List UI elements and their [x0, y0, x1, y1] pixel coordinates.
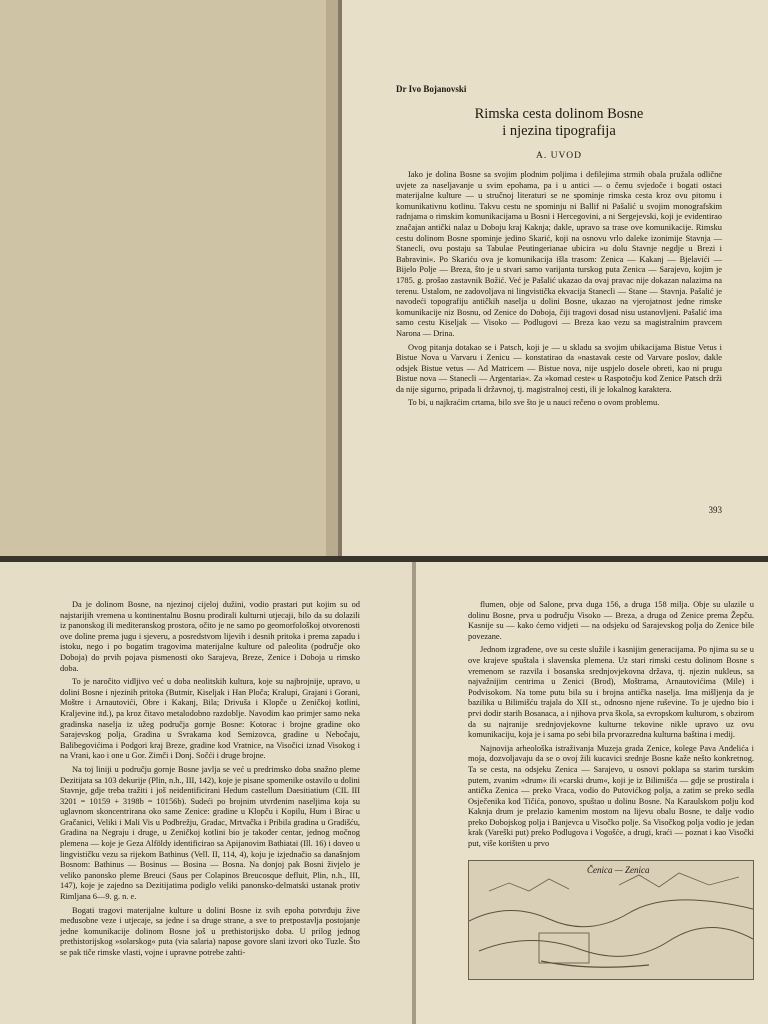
article-third-page — [416, 562, 768, 1024]
historic-map-illustration — [468, 860, 754, 980]
body-text-right — [468, 600, 754, 850]
article-first-page — [342, 0, 768, 556]
paragraph: Najnovija arheološka istraživanja Muzeja grada Zenice, kolege Pava Anđelića i moja, dozvoljavaju da se o ovoj žili kucavici srednje Bosne kaže nešto konkretnog. Ta se cesta, na odsjeku Zenica — Sarajevo, u osnovi poklapa sa starim turskim putem, zvanim »drum« ili »carski drum«, koji je iz Bilimišća — gdje se prostirala i antička Zenica — preko Vraca, vodio do Putovićkog polja, a zatim se preko sedla Osječenika kod Tičića, ponovo, spuštao u dolinu Bosne. Na Karaulskom polju kod Kaknja drum je prelazio kamenim mostom na lijevu obalu Bosne, te dalje vodio preko Dobojskog polja i Banjevca u Visočko polje. Sa Visočkog polja vodio je jedan krak (Vareški put) preko Podlugova i Vogošće, a drugi, kraći — poznat i kao Visočki put, više korišten u prvo — [468, 743, 754, 849]
page-number: 393 — [708, 505, 722, 515]
left-facing-page-top — [0, 0, 342, 556]
paragraph: To je naročito vidljivo već u doba neolitskih kultura, koje su najbrojnije, upravo, u dolini Bosne i njezinih pritoka (Butmir, Kiseljak i Han Ploča; Kralupi, Grajani i Gorani, Moštre i Arnautovići, Obre i Kakanj, Bila; Drivuša i Klopče u Zeničkoj kotlini, Kraljevine itd.), pa kroz čitavo metalodobno razdoblje. Navodim kao primjer samo neka gradinska naselja iz užeg područja gornje Bosne: Kotorac i brojne gradine oko Sarajevskog polja, Gradina u Svrakama kod Semizovca, gradine u Nebočaju, Balibegovićima i Podgori kraj Breze, gradine kod Vratnice, na Visočici iznad Visokog i na Vrani, kao i one u Gor. Zimči i Donj. Sočći i druge brojne. — [60, 677, 360, 761]
page-texture — [0, 0, 342, 556]
paragraph: To bi, u najkraćim crtama, bilo sve što je u nauci rečeno o ovom problemu. — [408, 398, 660, 408]
paragraph: flumen, obje od Salone, prva duga 156, a druga 158 milja. Obje su ulazile u dolinu Bosne, prva u području Visoko — Breza, a druga od Zenice prema Žepču. Kasnije su — kako ćemo vidjeti — na odsjeku od Sarajevskog polja do Zenice bile povezane. — [468, 600, 754, 641]
author-name: Dr Ivo Bojanovski — [396, 84, 467, 94]
map-drawing — [469, 861, 753, 979]
article-title — [396, 106, 722, 140]
paragraph: Da je dolinom Bosne, na njezinoj cijeloj dužini, vodio prastari put kojim su od najstarijih vremena u kontinentalnu Bosnu prodirali kulturni utjecaji, bilo da su dolazili iz panonskog ili mediteranskog prostora, očito je ne samo po geomorfološkoj otvorenosti ove doline prema jugu i sjeveru, a posredstvom lijevih i desnih pritoka i prema zapadu i istoku, nego i po bogatim tragovima materijalne kulture od paleolita (područje oko Doboja) do prvih pojava pismenosti oko Sarajeva, Breze, Zenice i Doboja u rimsko doba. — [60, 600, 360, 673]
paragraph: Ovog pitanja dotakao se i Patsch, koji je — u skladu sa svojim ubikacijama Bistue Vetus i Bistue Nova u Varvaru i Zenicu — konstatirao da »nastavak ceste od Varvare poslov, dakle odsjek Bistue vetus — Ad Matricem — Bistue nova, nije uspjelo dosele obreti, kao ni prugu Bistue nova — Stanecli — Argentaria«. Za »komad ceste« u Raspotočju kod Zenice Patsch drži da nije sigurno, pripada li državnoj, tj. magistralnoj cesti, ili je lokalnog karaktera. — [396, 342, 722, 394]
paragraph: Bogati tragovi materijalne kulture u dolini Bosne iz svih epoha potvrđuju žive međusobne veze i utjecaje, sa jedne i sa druge strane, a sve to pretpostavlja postojanje jedne komunikacije dolinom Bosne još u prethistorijsko doba. U prilog jednog prethistorijskog »solarskog« puta (via salaria) napose govore slani izvori oko Tuzle. Što se pak tiče rimske vlasti, vojne i upravne potrebe zahti- — [60, 905, 360, 957]
section-heading: A. UVOD — [535, 151, 583, 161]
article-second-page — [0, 562, 416, 1024]
body-text-left — [60, 600, 360, 959]
title-line-2: i njezina tipografija — [502, 123, 616, 139]
paragraph: Jednom izgrađene, ove su ceste služile i kasnijim generacijama. Po njima su se u ove krajeve spuštala i slavenska plemena. Uz stari rimski cestu dolinom Bosne s vremenom se razvila i bosanska srednjovjekovna država, tj. njezin nukleus, sa najvažnijim centrima u Zenici (Brod), Moštrama, Arnautovićima (Mile) i Podvisokom. Na tome putu bila su i brojna antička naselja. Ima mišljenja da je bazilika u Bilimišću trajala do XII st., odnosno njene ruševine. To je ujedno bio i prvi dodir starih Bosanaca, a i njihova prva škola, sa evropskom kulturom, s obzirom da su najranije srednjovjekovne kulturne tekovine nikle upravo uz ovu komunikaciju, koja je i sama po sebi bila prvorazredna kulturna baština i medij. — [468, 645, 754, 740]
intro-text — [396, 170, 722, 409]
map-label: Čenica — Zenica — [587, 864, 650, 875]
paragraph: Na toj liniji u području gornje Bosne javlja se već u predrimsko doba snažno pleme Dezitijata sa 103 dekurije (Plin, n.h., III, 142), koje je pisane spomenike ostavilo u dolini Stavnje, gdje treba tražiti i još neidentificirani Hedum castellum Daesitiatium (CIL III 3201 = 10159 + 3198b = 10156b). Sudeći po brojnim utvrđenim naseljima koja su uglavnom skoncentrirana oko same Zenice: gradine u Klopču i Kopilu, Hum i Birac u Gračanici, Veliki i Mali Vis u Podbrežju, Gradac, Mrtvačka i Pribila gradina u Gradišću, Gradina na Negraju i druge, u Zeničkoj kotlini bio je također centar, jednog močnog plemena — koje je Geza Alföldy identificirao sa Apijanovim Bathiatai (Ill. 16) i doveo u lingvističku vezu sa rijekom Bathinus (Vell. II, 114, 4), koju je izjednačio sa današnjom Bosnom: Bathinus — Bosinus — Bosina — Bosna. Na donjoj pak Bosni živjelo je veliko panonsko pleme Breuci (Saus per Colapinos Breucosque defluit, Plin, n.h., III, 147), koje je zajedno sa Dezitijatima podiglo veliki panonsko-delmatski ustanak protiv Rimljana 6—9. g. n. e. — [60, 764, 360, 902]
paragraph: Iako je dolina Bosne sa svojim plodnim poljima i defilejima strmih obala pružala odlične uvjete za naseljavanje u svim epohama, pa i u antici — o čemu svjedoče i bogati ostaci materijalne kulture — u stručnoj literaturi se ne spominje rimska cesta kroz ovu pitomu i komunikativnu kotlinu. Takvu cestu ne spominju ni Ballif ni Pašalić u svojim monografskim radnjama o rimskim komunikacijama u Bosni i Hercegovini, a ni Sergejevski, koji je evidentirao značajan antički nalaz u Doboju kraj Kaknja; dakle, upravo sa trase ove komunikacije. Rimsku cestu dolinom Bosne spominje jedino Skarić, koji na osnovu vrlo daleke izonimije Stavnja — Stanecli, ovu postaju sa Tabulae Peutingerianae ubicira »u dolu Stavnje negdje u Brezi i Babravini«. Po Skariću ova je komunikacija išla trasom: Zenica — Kakanj — Bjelavići — Bijelo Polje — Breza, što je u stvari samo varijanta turskog puta Zenica — Sarajevo, kojim je 1785. g. prošao zastavnik Božić. Već je Pašalić ukazao da ovaj pravac nije dokazan nalazima na terenu. Ustalom, ne zadovoljava ni lingvistička ekvacija Stanecli — Stane — Stavnja. Pašalić je navodeći topografiju antičkih naselja u dolini Bosne, ukazao na vjerojatnost jedne rimske komunikacije niz Bosnu, od Zenice do Doboja, čiji tragovi dosad nisu ustanovljeni. Pašalić ima samo cestu Kiseljak — Visoko — Podlugovi — Breza kao vezu sa magistralnim pravcem Narona — Drina. — [396, 170, 722, 338]
title-line-1: Rimska cesta dolinom Bosne — [474, 106, 644, 122]
